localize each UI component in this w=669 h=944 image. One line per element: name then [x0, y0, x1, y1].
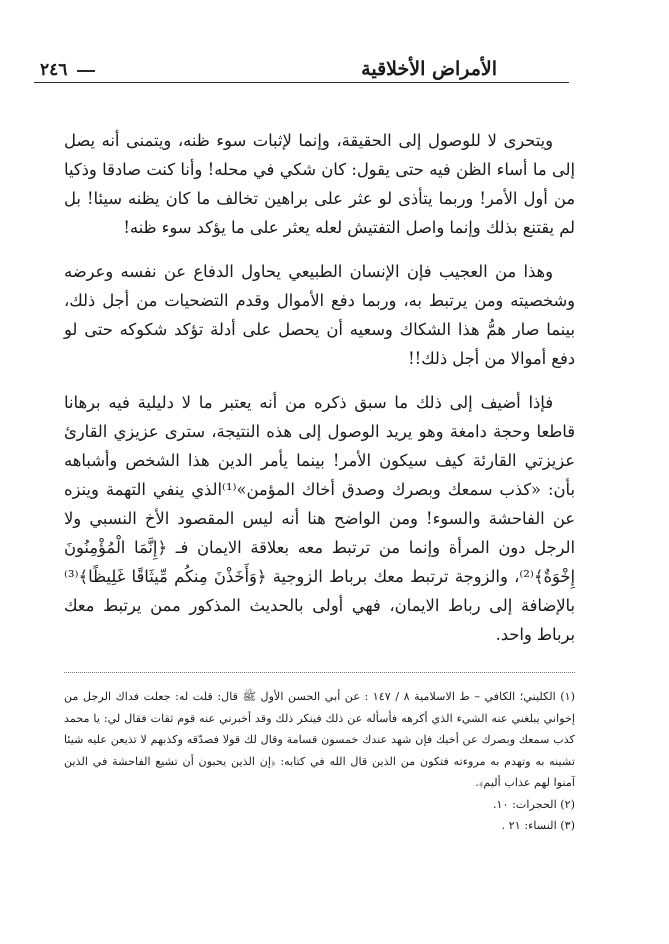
running-header: [34, 48, 569, 92]
footnote-separator: [64, 672, 575, 673]
footnote-1: (١) الكليني؛ الكافي – ط الاسلامية ٨ / ١٤٧ : عن أبي الحسن الأول ﷺ قال: قلت له: جعلت فداك الرجل من إخواني يبلغني عنه الشيء الذي أكرهه فأسأله عن ذلك فينكر ذلك وقد أخبرني عنه قوم ثقات فقال لي: يا محمد كذب سمعك وبصرك عن أخيك فإن شهد عندك خمسون قسامة وقال لك قولا فصدّقه وكذبهم لا تذيعن عليه شيئا تشينه به وتهدم به مروءته فتكون من الذين قال الله في كتابه: ﴿إن الذين يحبون أن تشيع الفاحشة في الذين آمنوا لهم عذاب أليم﴾.: [64, 690, 576, 789]
footnote-3: (٣) النساء: ٢١ .: [501, 819, 575, 832]
footnotes: [64, 686, 575, 837]
main-text: [64, 126, 575, 664]
paragraph-3: فإذا أضيف إلى ذلك ما سبق ذكره من أنه يعتبر ما لا دليلية فيه برهانا قاطعا وحجة دامغة وهو يريد الوصول إلى هذه النتيجة، سترى عزيزي القارئ عزيزتي القارئة كيف سيكون الأمر! بينما يأمر الدين هذا الشخص وأشباهه بأن: «كذب سمعك وبصرك وصدق أخاك المؤمن»⁽¹⁾الذي ينفي التهمة وينزه عن الفاحشة والسوء! ومن الواضح هنا أنه ليس المقصود الأخ النسبي ولا الرجل دون المرأة وإنما من ترتبط معه بعلاقة الايمان فـ ﴿إِنَّمَا الْمُؤْمِنُونَ إِخْوَةٌ﴾⁽²⁾، والزوجة ترتبط معك برباط الزوجية ﴿وَأَخَذْنَ مِنكُم مِّيثَاقًا غَلِيظًا﴾⁽³⁾بالإضافة إلى رباط الايمان، فهي أولى بالحديث المذكور ممن يرتبط معك برباط واحد.: [64, 393, 575, 644]
page-number-value: ٢٤٦: [40, 60, 68, 80]
header-rule: [34, 82, 569, 83]
paragraph-2: وهذا من العجيب فإن الإنسان الطبيعي يحاول الدفاع عن نفسه وعرضه وشخصيته ومن يرتبط به، وربما دفع الأموال وقدم التضحيات من أجل ذلك، بينما صار همُّ هذا الشكاك وسعيه أن يحصل على أدلة تؤكد شكوكه حتى لو دفع أموالا من أجل ذلك!!: [64, 262, 575, 368]
paragraph-1: ويتحرى لا للوصول إلى الحقيقة، وإنما لإثبات سوء ظنه، ويتمنى أنه يصل إلى ما أساء الظن فيه حتى يقول: كان شكي في محله! وأنا كنت صادقا وذكيا من أول الأمر! وربما يتأذى لو عثر على براهين تخالف ما كان يظنه سيئا! بل لم يقتنع بذلك وإنما واصل التفتيش لعله يعثر على ما يؤكد سوء ظنه!: [64, 131, 575, 237]
footnote-2: (٢) الحجرات: ١٠.: [492, 797, 575, 811]
page-number: [36, 60, 99, 80]
book-title: الأمراض الأخلاقية: [351, 58, 507, 80]
page-number-dash: [77, 70, 95, 72]
